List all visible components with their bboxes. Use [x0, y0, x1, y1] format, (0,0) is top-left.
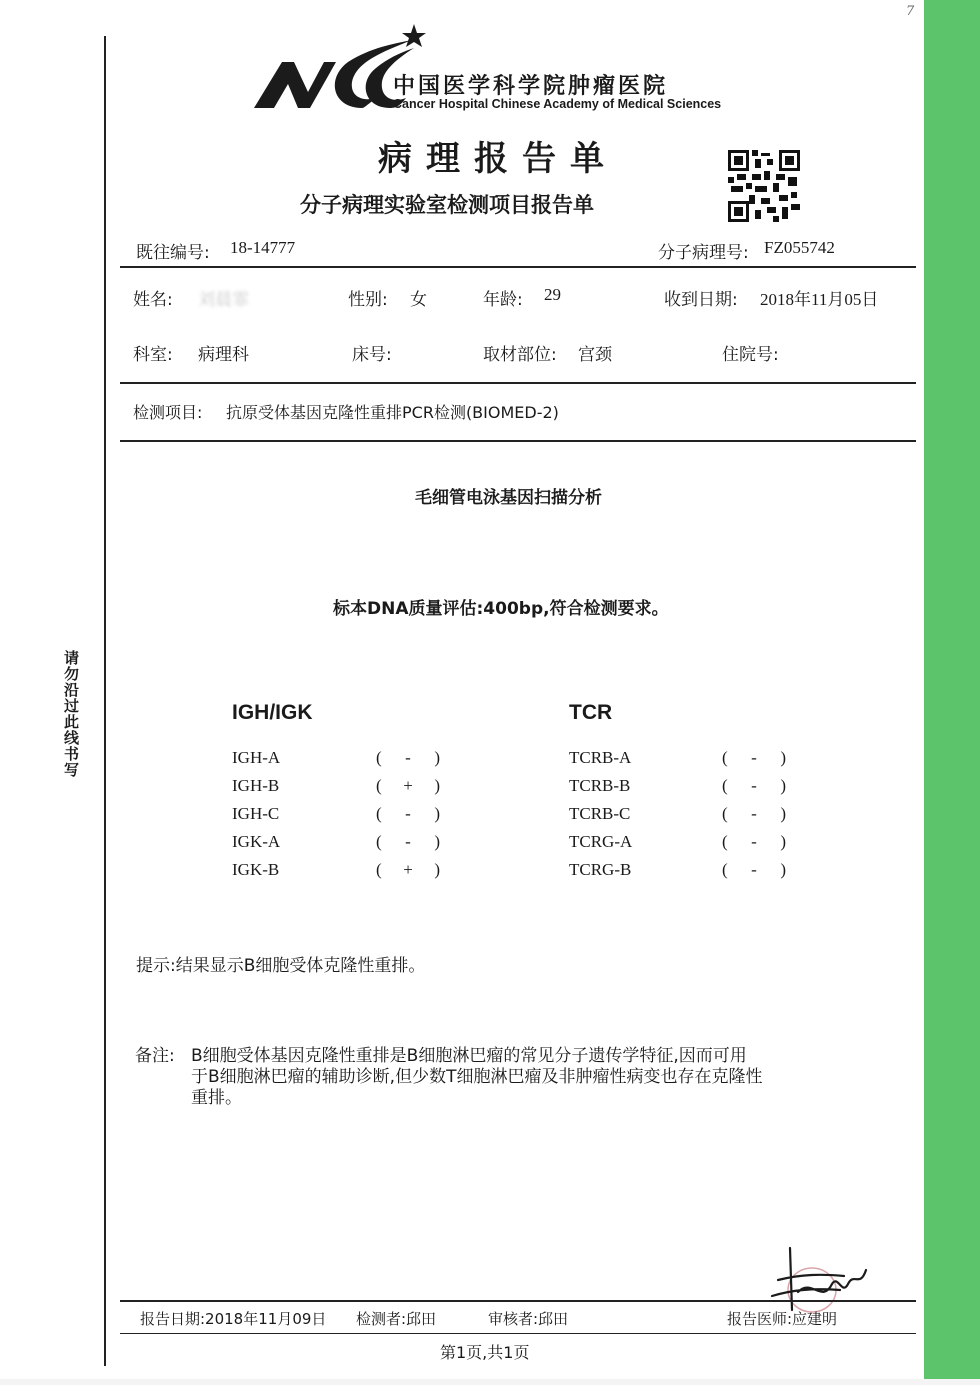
name-value: 刘晨霏: [198, 290, 249, 310]
gene-name: TCRB-C: [569, 804, 631, 823]
result-row: [569, 860, 799, 888]
close-paren: ): [434, 832, 440, 851]
close-paren: ): [434, 804, 440, 823]
report-title: 病理报告单: [378, 139, 618, 179]
history-number-label: 既往编号:: [136, 243, 210, 263]
page-edge: [0, 1379, 980, 1385]
hospital-name-cn: 中国医学科学院肿瘤医院: [393, 74, 669, 99]
gender-label: 性别:: [348, 290, 388, 310]
close-paren: ): [780, 860, 786, 879]
close-paren: ): [780, 776, 786, 795]
hint-text: 提示:结果显示B细胞受体克隆性重排。: [136, 956, 426, 976]
result-row: [232, 832, 462, 860]
sign-value: -: [751, 776, 757, 795]
department-value: 病理科: [198, 345, 249, 365]
open-paren: (: [376, 832, 382, 851]
binding-warning: 请勿沿过此线书写: [62, 650, 80, 778]
age-label: 年龄:: [483, 290, 523, 310]
result-sign: [376, 804, 440, 824]
sign-value: -: [405, 804, 411, 823]
reviewer: 审核者:邱田: [488, 1310, 569, 1328]
result-row: [232, 776, 462, 804]
result-row: [569, 832, 799, 860]
analysis-title: 毛细管电泳基因扫描分析: [415, 488, 602, 508]
open-paren: (: [722, 860, 728, 879]
report-subtitle: 分子病理实验室检测项目报告单: [300, 193, 594, 217]
sign-value: -: [751, 804, 757, 823]
tester: 检测者:邱田: [356, 1310, 437, 1328]
hospital-name-en: Cancer Hospital Chinese Academy of Medical Sciences: [393, 97, 722, 111]
sign-value: -: [751, 832, 757, 851]
divider-bottom: [120, 440, 916, 442]
gene-name: IGK-A: [232, 832, 281, 851]
department-label: 科室:: [133, 345, 173, 365]
open-paren: (: [376, 776, 382, 795]
open-paren: (: [376, 804, 382, 823]
remark-line-1: B细胞受体基因克隆性重排是B细胞淋巴瘤的常见分子遗传学特征,因而可用: [191, 1046, 747, 1066]
site-label: 取材部位:: [483, 345, 557, 365]
result-sign: [722, 776, 786, 796]
result-sign: [722, 804, 786, 824]
close-paren: ): [434, 860, 440, 879]
gene-name: TCRG-B: [569, 860, 632, 879]
close-paren: ): [434, 748, 440, 767]
history-number-value: 18-14777: [230, 238, 296, 257]
sign-value: -: [405, 832, 411, 851]
gene-name: IGH-B: [232, 776, 280, 795]
tcr-group-title: TCR: [569, 701, 613, 724]
result-sign: [376, 860, 440, 880]
open-paren: (: [722, 776, 728, 795]
remark-label: 备注:: [135, 1046, 175, 1066]
close-paren: ): [780, 748, 786, 767]
close-paren: ): [434, 776, 440, 795]
gene-name: IGH-A: [232, 748, 281, 767]
result-row: [232, 860, 462, 888]
page-number: 第1页,共1页: [440, 1343, 530, 1362]
sign-value: +: [403, 776, 413, 795]
inpatient-label: 住院号:: [722, 345, 779, 365]
open-paren: (: [376, 860, 382, 879]
report-date: 报告日期:2018年11月09日: [140, 1310, 327, 1328]
bed-label: 床号:: [352, 345, 392, 365]
sign-value: +: [403, 860, 413, 879]
result-sign: [376, 748, 440, 768]
sign-value: -: [751, 748, 757, 767]
green-binding-strip: [924, 0, 980, 1385]
corner-mark: 7: [906, 4, 915, 19]
gene-name: TCRB-A: [569, 748, 632, 767]
test-item-value: 抗原受体基因克隆性重排PCR检测(BIOMED-2): [226, 403, 559, 422]
age-value: 29: [544, 285, 561, 304]
qr-code: [728, 150, 800, 222]
molecular-number-value: FZ055742: [764, 238, 835, 257]
molecular-number-label: 分子病理号:: [658, 243, 749, 263]
received-date-value: 2018年11月05日: [760, 290, 879, 309]
result-sign: [376, 776, 440, 796]
report-doctor: 报告医师:应建明: [727, 1310, 838, 1328]
test-item-label: 检测项目:: [133, 403, 203, 422]
result-row: [569, 748, 799, 776]
result-sign: [722, 748, 786, 768]
result-row: [569, 804, 799, 832]
gene-name: IGH-C: [232, 804, 280, 823]
divider-top: [120, 266, 916, 268]
open-paren: (: [722, 748, 728, 767]
gender-value: 女: [410, 290, 427, 310]
footer-divider-2: [120, 1333, 916, 1334]
open-paren: (: [376, 748, 382, 767]
result-sign: [376, 832, 440, 852]
sign-value: -: [405, 748, 411, 767]
divider-mid: [120, 382, 916, 384]
result-row: [232, 748, 462, 776]
igh-results: [232, 748, 462, 888]
gene-name: TCRG-A: [569, 832, 633, 851]
result-row: [569, 776, 799, 804]
close-paren: ): [780, 832, 786, 851]
close-paren: ): [780, 804, 786, 823]
result-row: [232, 804, 462, 832]
gene-name: TCRB-B: [569, 776, 631, 795]
gene-name: IGK-B: [232, 860, 280, 879]
open-paren: (: [722, 832, 728, 851]
remark-line-3: 重排。: [191, 1088, 242, 1108]
sign-value: -: [751, 860, 757, 879]
remark-line-2: 于B细胞淋巴瘤的辅助诊断,但少数T细胞淋巴瘤及非肿瘤性病变也存在克隆性: [191, 1067, 763, 1087]
site-value: 宫颈: [578, 345, 612, 365]
igh-igk-group-title: IGH/IGK: [232, 701, 313, 724]
result-sign: [722, 860, 786, 880]
name-label: 姓名:: [133, 290, 173, 310]
footer-divider: [120, 1300, 916, 1302]
tcr-results: [569, 748, 799, 888]
binding-line: [104, 36, 106, 1366]
dna-quality: 标本DNA质量评估:400bp,符合检测要求。: [333, 599, 669, 619]
received-date-label: 收到日期:: [664, 290, 738, 310]
result-sign: [722, 832, 786, 852]
open-paren: (: [722, 804, 728, 823]
